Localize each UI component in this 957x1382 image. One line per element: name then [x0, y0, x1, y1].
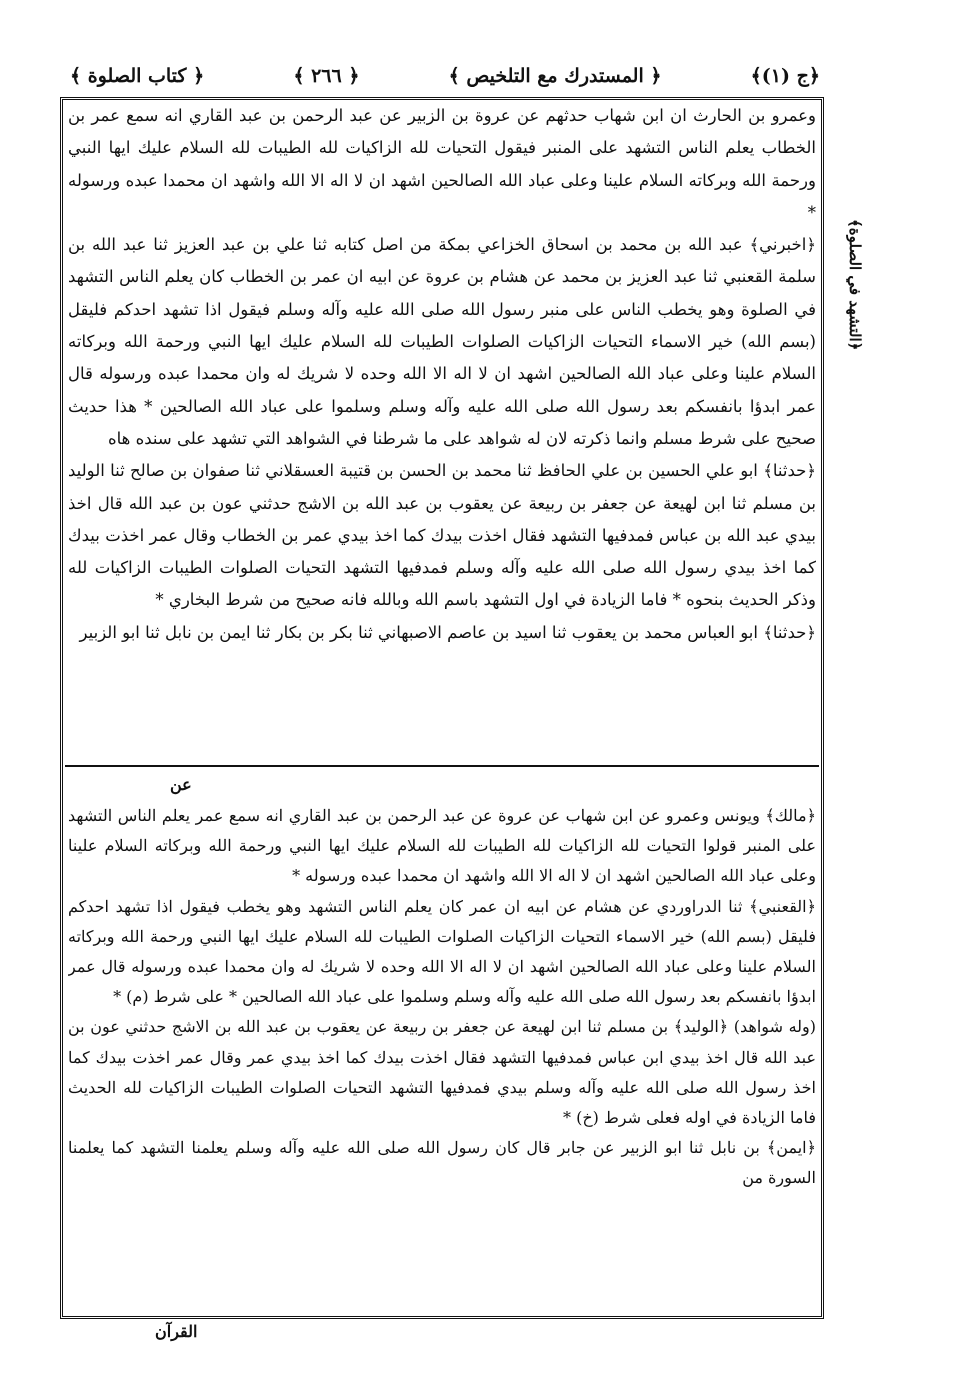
page-number: ﴿ ٢٦٦ ﴾	[293, 65, 360, 87]
summary-text	[68, 801, 816, 1316]
main-text	[68, 100, 816, 825]
section-divider	[65, 765, 819, 767]
book-title: ﴿ المستدرك مع التلخيص ﴾	[448, 65, 662, 87]
paragraph: ﴿حدثنا﴾ ابو علي الحسين بن علي الحافظ ثنا محمد بن الحسن بن قتيبة العسقلاني ثنا صفوان بن صالح ثنا الوليد بن مسلم ثنا ابن لهيعة عن جعفر بن ربيعة عن يعقوب بن عبد الله بن الاشج حدثني عون بن عبد الله قال اخذ بيدي عبد الله بن عباس فمدفيها التشهد فقال اخذت بيدك كما اخذ بيدي عمر بن الخطاب وقال عمر اخذت بيدك كما اخذ بيدي رسول الله صلى الله عليه وآله وسلم فمدفيها التشهد التحيات الصلوات الطيبات الزاكيات لله وذكر الحديث بنحوه * فاما الزيادة في اول التشهد باسم الله وبالله فانه صحيح من شرط البخاري *	[68, 461, 816, 610]
chapter-title: ﴿ كتاب الصلوة ﴾	[70, 65, 205, 87]
paragraph: ﴿اخبرني﴾ عبد الله بن محمد بن اسحاق الخزاعي بمكة من اصل كتابه ثنا علي بن عبد العزيز ثنا عبد الله بن سلمة القعنبي ثنا عبد العزيز بن محمد عن هشام بن عروة عن ابيه ان عمر بن الخطاب كان يعلم الناس التشهد في الصلوة وهو يخطب الناس على منبر رسول الله صلى الله عليه وآله وسلم فيقول اذا تشهد احدكم فليقل (بسم الله) خير الاسماء التحيات الزاكيات الصلوات الطيبات لله السلام عليك ايها النبي ورحمة الله وبركاته السلام علينا وعلى عباد الله الصالحين اشهد ان لا اله الا الله وحده لا شريك له وان محمدا عبده ورسوله قال عمر ابدؤا بانفسكم بعد رسول الله صلى الله عليه وآله وسلم وسلموا على عباد الله الصالحين * هذا حديث صحيح على شرط مسلم وانما ذكرته لان له شواهد على ما شرطنا في الشواهد التي تشهد على سنده هاه	[68, 235, 816, 448]
paragraph: ﴿مالك﴾ ويونس وعمرو عن ابن شهاب عن عروة عن عبد الرحمن بن عبد القاري انه سمع عمر يعلم الناس التشهد على المنبر قولوا التحيات لله الزاكيات لله الطيبات لله السلام عليك ايها النبي ورحمة الله وبركاته السلام علينا وعلى عباد الله الصالحين اشهد ان لا اله الا الله واشهد ان محمدا عبده ورسوله *	[68, 806, 816, 886]
catchword: عن	[170, 775, 192, 794]
running-header	[70, 58, 820, 94]
margin-topic-label: ﴿التشهد في الصلوة﴾	[846, 219, 864, 351]
paragraph: ﴿ايمن﴾ بن نابل ثنا ابو الزبير عن جابر قال كان رسول الله صلى الله عليه وآله وسلم يعلمنا التشهد كما يعلمنا السورة من	[68, 1138, 816, 1188]
catchword: القرآن	[155, 1322, 198, 1341]
book-part: ﴿ج (١)﴾	[750, 65, 820, 87]
paragraph: وعمرو بن الحارث ان ابن شهاب حدثهم عن عروة بن الزبير عن عبد الرحمن بن عبد القاري انه سمع عمر بن الخطاب يعلم الناس التشهد على المنبر فيقول التحيات لله الزاكيات لله الطيبات لله السلام عليك ايها النبي ورحمة الله وبركاته السلام علينا وعلى عباد الله الصالحين اشهد ان لا اله الا الله واشهد ان محمدا عبده ورسوله *	[68, 106, 816, 222]
paragraph: (وله شواهد) ﴿الوليد﴾ بن مسلم ثنا ابن لهيعة عن جعفر بن ربيعة عن يعقوب بن عبد الله بن الاشج حدثني عون بن عبد الله قال اخذ بيدي ابن عباس فمدفيها التشهد فقال اخذت بيدك كما اخذ بيدي عمر وقال عمر اخذت بيدك كما اخذ رسول الله صلى الله عليه وآله وسلم بيدي فمدفيها التشهد التحيات الصلوات الطيبات الزاكيات لله الحديث فاما الزيادة في اوله فعلى شرط (خ) *	[68, 1017, 816, 1128]
paragraph: ﴿القعنبي﴾ ثنا الدراوردي عن هشام عن ابيه ان عمر كان يعلم الناس التشهد وهو يخطب فيقول اذا تشهد احدكم فليقل (بسم الله) خير الاسماء التحيات الزاكيات الصلوات الطيبات لله السلام عليك ايها النبي ورحمة الله وبركاته السلام علينا وعلى عباد الله الصالحين اشهد ان لا اله الا الله وحده لا شريك له وان محمدا عبده ورسوله قال عمر ابدؤا بانفسكم بعد رسول الله صلى الله عليه وآله وسلم وسلموا على عباد الله الصالحين * على شرط (م) *	[68, 896, 816, 1007]
paragraph: ﴿حدثنا﴾ ابو العباس محمد بن يعقوب ثنا اسيد بن عاصم الاصبهاني ثنا بكر بن بكار ثنا ايمن بن نابل ثنا ابو الزبير	[79, 622, 816, 642]
